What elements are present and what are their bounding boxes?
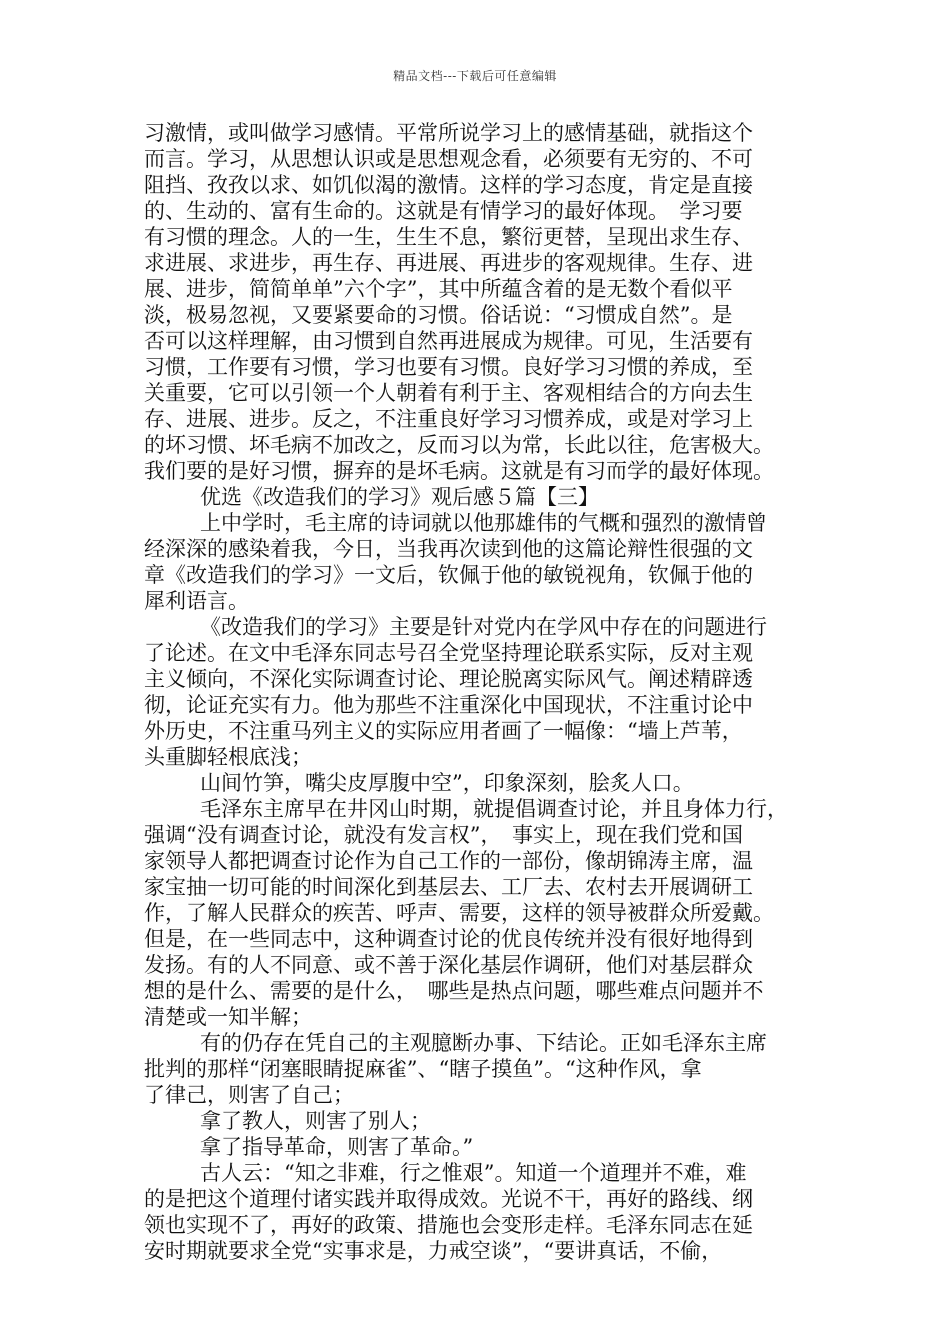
text-line: 淡，极易忽视，又要紧要命的习惯。俗话说：“习惯成自然”。是 (144, 303, 733, 327)
text-line: 古人云：“知之非难，行之惟艰”。知道一个道理并不难，难 (200, 1161, 747, 1185)
text-line: 的、生动的、富有生命的。这就是有情学习的最好体现。 学习要 (144, 199, 743, 223)
text-line: 作，了解人民群众的疾苦、呼声、需要，这样的领导被群众所爱戴。 (144, 901, 774, 925)
text-line: 习激情，或叫做学习感情。平常所说学习上的感情基础，就指这个 (144, 121, 753, 145)
text-line: 领也实现不了，再好的政策、措施也会变形走样。毛泽东同志在延 (144, 1213, 753, 1237)
paragraph (144, 614, 808, 770)
paragraph (144, 484, 808, 510)
text-line: 习惯，工作要有习惯，学习也要有习惯。良好学习习惯的养成，至 (144, 355, 753, 379)
text-line: 有习惯的理念。人的一生，生生不息，繁衍更替，呈现出求生存、 (144, 225, 753, 249)
text-line: 《改造我们的学习》主要是针对党内在学风中存在的问题进行 (200, 615, 767, 639)
text-line: 主义倾向，不深化实际调查讨论、理论脱离实际风气。阐述精辟透 (144, 667, 753, 691)
text-line: 经深深的感染着我，今日，当我再次读到他的这篇论辩性很强的文 (144, 537, 753, 561)
text-line: 安时期就要求全党“实事求是，力戒空谈”，“要讲真话，不偷， (144, 1239, 723, 1263)
text-line: 章《改造我们的学习》一文后，钦佩于他的敏锐视角，钦佩于他的 (144, 563, 753, 587)
text-line: 优选《改造我们的学习》观后感５篇【三】 (200, 485, 599, 509)
paragraph (144, 1160, 808, 1264)
text-line: 阻挡、孜孜以求、如饥似渴的激情。这样的学习态度，肯定是直接 (144, 173, 753, 197)
text-line: 家领导人都把调查讨论作为自己工作的一部份，像胡锦涛主席，温 (144, 849, 753, 873)
text-line: 而言。学习，从思想认识或是思想观念看，必须要有无穷的、不可 (144, 147, 753, 171)
paragraph (144, 1134, 808, 1160)
document-body (144, 120, 808, 1264)
text-line: 上中学时，毛主席的诗词就以他那雄伟的气概和强烈的激情曾 (200, 511, 767, 535)
text-line: 但是，在一些同志中，这种调查讨论的优良传统并没有很好地得到 (144, 927, 753, 951)
text-line: 展、进步，简简单单”六个字”，其中所蕴含着的是无数个看似平 (144, 277, 733, 301)
text-line: 拿了教人，则害了别人； (200, 1109, 431, 1133)
text-line: 犀利语言。 (144, 589, 249, 613)
text-line: 的坏习惯、坏毛病不加改之，反而习以为常，长此以往，危害极大。 (144, 433, 774, 457)
paragraph (144, 510, 808, 614)
text-line: 强调“没有调查讨论，就没有发言权”， 事实上，现在我们党和国 (144, 823, 743, 847)
text-line: 存、进展、进步。反之，不注重良好学习习惯养成，或是对学习上 (144, 407, 753, 431)
paragraph (144, 120, 808, 484)
paragraph (144, 770, 808, 796)
paragraph (144, 1108, 808, 1134)
text-line: 批判的那样“闭塞眼睛捉麻雀”、“瞎子摸鱼”。“这种作风，拿 (144, 1057, 702, 1081)
text-line: 山间竹笋，嘴尖皮厚腹中空”，印象深刻，脍炙人口。 (200, 771, 694, 795)
text-line: 了律己，则害了自己； (144, 1083, 354, 1107)
text-line: 毛泽东主席早在井冈山时期，就提倡调查讨论，并且身体力行， (200, 797, 788, 821)
text-line: 的是把这个道理付诸实践并取得成效。光说不干，再好的路线、纲 (144, 1187, 753, 1211)
text-line: 清楚或一知半解； (144, 1005, 312, 1029)
paragraph (144, 796, 808, 1030)
text-line: 了论述。在文中毛泽东同志号召全党坚持理论联系实际，反对主观 (144, 641, 753, 665)
text-line: 否可以这样理解，由习惯到自然再进展成为规律。可见，生活要有 (144, 329, 753, 353)
text-line: 头重脚轻根底浅； (144, 745, 312, 769)
text-line: 拿了指导革命，则害了革命。” (200, 1135, 474, 1159)
text-line: 彻，论证充实有力。他为那些不注重深化中国现状，不注重讨论中 (144, 693, 753, 717)
text-line: 关重要，它可以引领一个人朝着有利于主、客观相结合的方向去生 (144, 381, 753, 405)
text-line: 想的是什么、需要的是什么， 哪些是热点问题，哪些难点问题并不 (144, 979, 764, 1003)
text-line: 发扬。有的人不同意、或不善于深化基层作调研，他们对基层群众 (144, 953, 753, 977)
text-line: 我们要的是好习惯，摒弃的是坏毛病。这就是有习而学的最好体现。 (144, 459, 774, 483)
text-line: 家宝抽一切可能的时间深化到基层去、工厂去、农村去开展调研工 (144, 875, 753, 899)
page-header: 精品文档---下载后可任意编辑 (393, 69, 557, 83)
text-line: 有的仍存在凭自己的主观臆断办事、下结论。正如毛泽东主席 (200, 1031, 767, 1055)
text-line: 外历史，不注重马列主义的实际应用者画了一幅像：“墙上芦苇， (144, 719, 743, 743)
text-line: 求进展、求进步，再生存、再进展、再进步的客观规律。生存、进 (144, 251, 753, 275)
paragraph (144, 1030, 808, 1108)
